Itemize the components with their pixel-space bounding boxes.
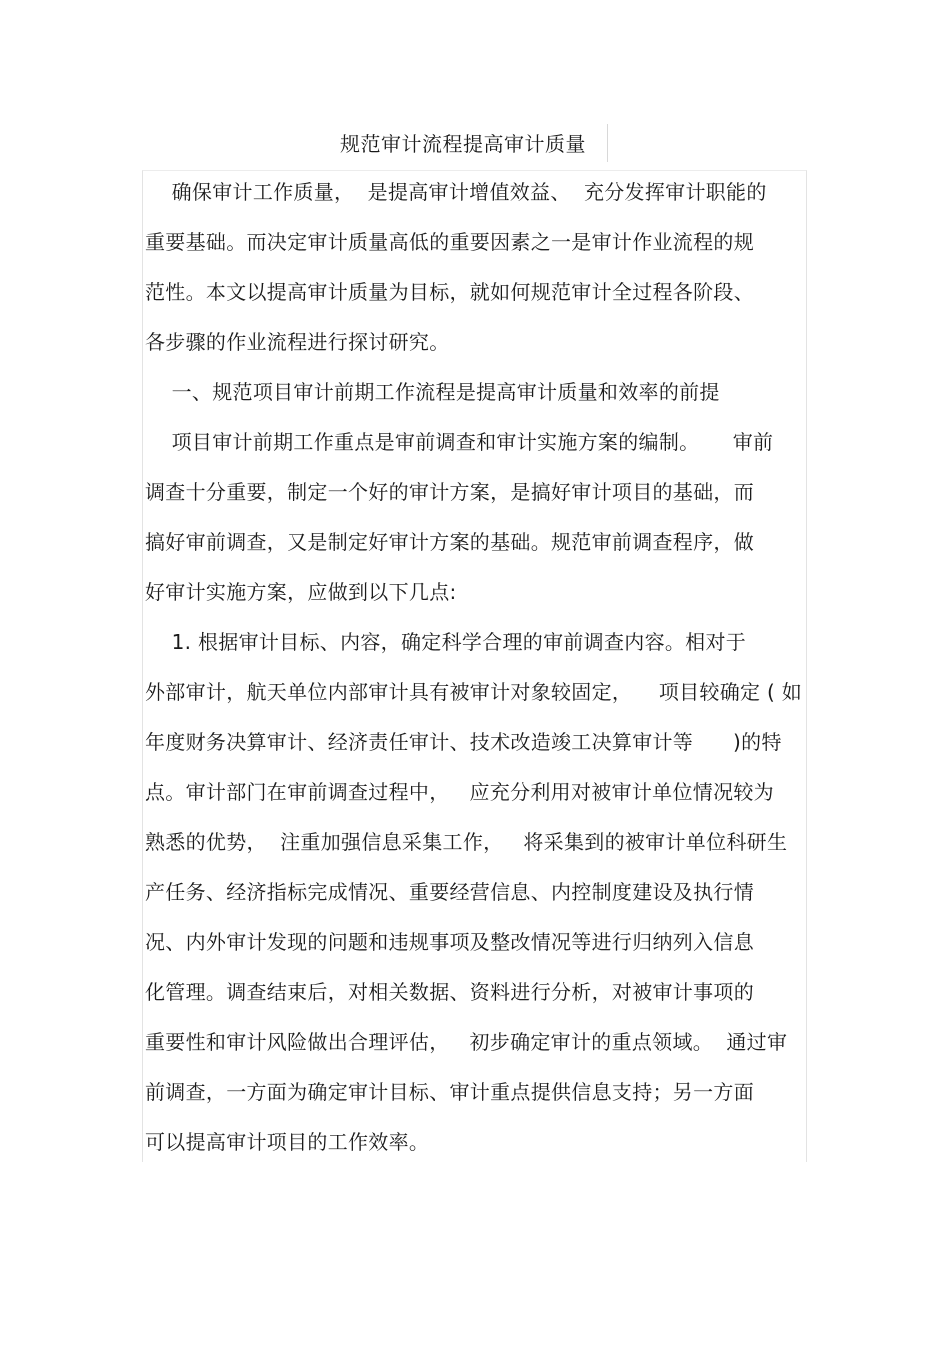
- text-line: 重要基础。而决定审计质量高低的重要因素之一是审计作业流程的规: [145, 230, 754, 254]
- body-frame: [142, 170, 807, 1162]
- text-line: 好审计实施方案，应做到以下几点:: [145, 580, 457, 604]
- text-line: 可以提高审计项目的工作效率。: [145, 1130, 430, 1154]
- text-line: 确保审计工作质量， 是提高审计增值效益、 充分发挥审计职能的: [145, 180, 767, 204]
- text-line: 外部审计，航天单位内部审计具有被审计对象较固定， 项目较确定 ( 如: [145, 680, 803, 704]
- text-line: 调查十分重要，制定一个好的审计方案，是搞好审计项目的基础，而: [145, 480, 754, 504]
- document-title: 规范审计流程提高审计质量: [340, 132, 586, 156]
- text-line: 产任务、经济指标完成情况、重要经营信息、内控制度建设及执行情: [145, 880, 754, 904]
- section-heading: 一、规范项目审计前期工作流程是提高审计质量和效率的前提: [145, 380, 720, 404]
- text-line: 1. 根据审计目标、内容，确定科学合理的审前调查内容。相对于: [145, 630, 747, 654]
- text-line: 化管理。调查结束后，对相关数据、资料进行分析，对被审计事项的: [145, 980, 754, 1004]
- text-line: 范性。本文以提高审计质量为目标，就如何规范审计全过程各阶段、: [145, 280, 754, 304]
- text-line: 搞好审前调查，又是制定好审计方案的基础。规范审前调查程序，做: [145, 530, 754, 554]
- text-line: 年度财务决算审计、经济责任审计、技术改造竣工决算审计等 )的特: [145, 730, 782, 754]
- text-line: 各步骤的作业流程进行探讨研究。: [145, 330, 450, 354]
- text-line: 况、内外审计发现的问题和违规事项及整改情况等进行归纳列入信息: [145, 930, 754, 954]
- text-line: 点。审计部门在审前调查过程中， 应充分利用对被审计单位情况较为: [145, 780, 774, 804]
- text-line: 前调查，一方面为确定审计目标、审计重点提供信息支持；另一方面: [145, 1080, 754, 1104]
- text-line: 重要性和审计风险做出合理评估， 初步确定审计的重点领域。 通过审: [145, 1030, 788, 1054]
- text-line: 项目审计前期工作重点是审前调查和审计实施方案的编制。 审前: [145, 430, 774, 454]
- title-divider: [607, 124, 608, 162]
- text-line: 熟悉的优势， 注重加强信息采集工作， 将采集到的被审计单位科研生: [145, 830, 788, 854]
